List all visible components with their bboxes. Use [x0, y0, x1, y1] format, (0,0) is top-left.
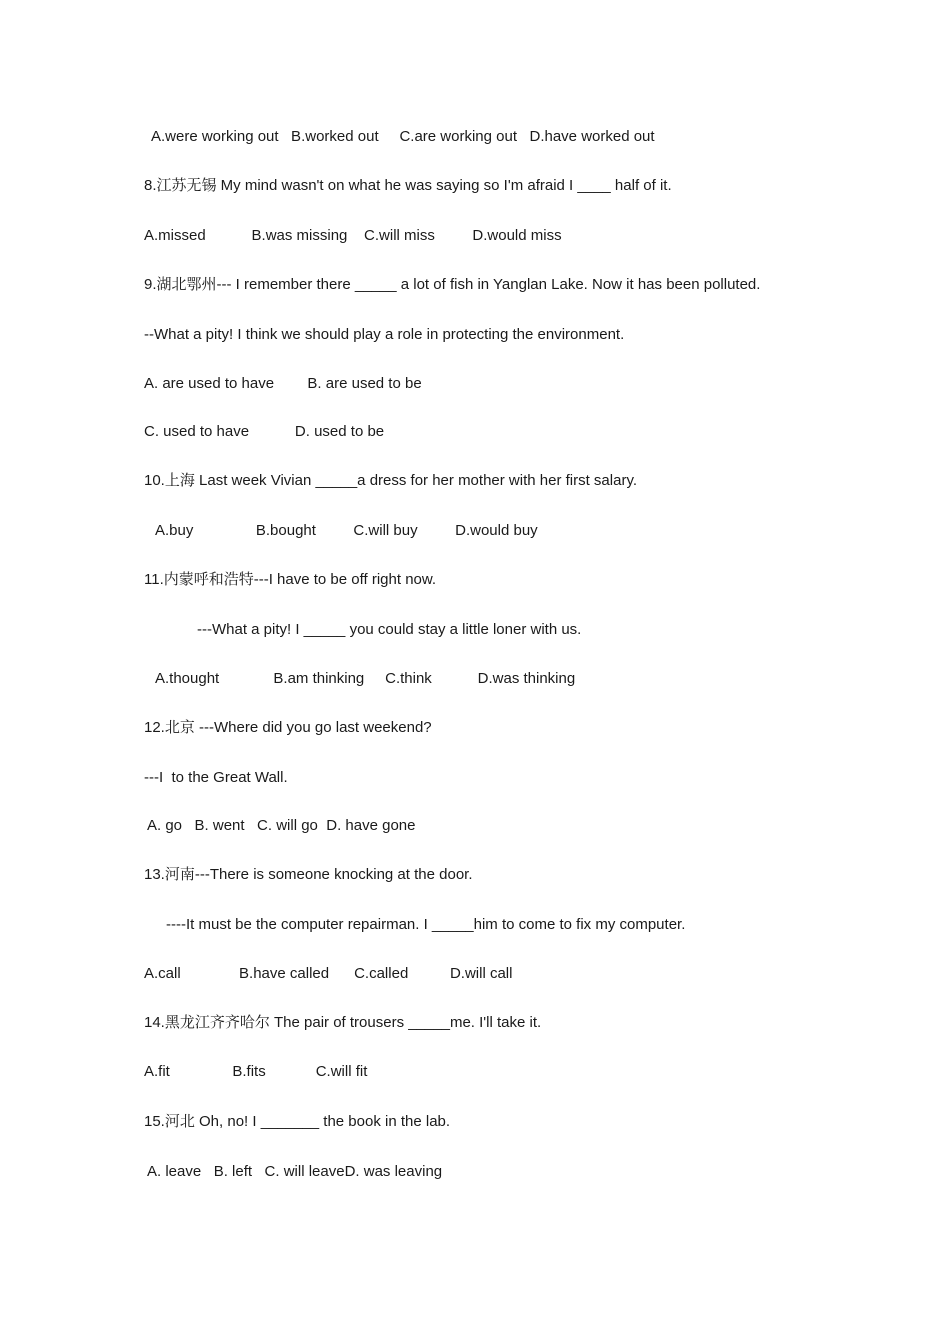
q9-response: --What a pity! I think we should play a role in protecting the environment.: [144, 326, 625, 343]
q9-question: 9.湖北鄂州--- I remember there _____ a lot of fish in Yanglan Lake. Now it has been polluted.: [144, 276, 761, 293]
q8-question: 8.江苏无锡 My mind wasn't on what he was saying so I'm afraid I ____ half of it.: [144, 177, 672, 194]
q9-options-cd: C. used to have D. used to be: [144, 423, 385, 440]
q11-question: 11.内蒙呼和浩特---I have to be off right now.: [144, 571, 437, 588]
q13-question: 13.河南---There is someone knocking at the door.: [144, 866, 473, 883]
q12-response: ---I to the Great Wall.: [144, 769, 288, 786]
q12-options: A. go B. went C. will go D. have gone: [147, 817, 416, 834]
q10-options: A.buy B.bought C.will buy D.would buy: [155, 522, 538, 539]
q14-question: 14.黑龙江齐齐哈尔 The pair of trousers _____me. I'll take it.: [144, 1014, 542, 1031]
q9-options-ab: A. are used to have B. are used to be: [144, 375, 422, 392]
q13-response: ----It must be the computer repairman. I _____him to come to fix my computer.: [166, 916, 686, 933]
q13-options: A.call B.have called C.called D.will call: [144, 965, 513, 982]
q11-response: ---What a pity! I _____ you could stay a little loner with us.: [197, 621, 582, 638]
q14-options: A.fit B.fits C.will fit: [144, 1063, 368, 1080]
q7-options: A.were working out B.worked out C.are working out D.have worked out: [151, 128, 655, 145]
q15-options: A. leave B. left C. will leaveD. was leaving: [147, 1163, 443, 1180]
q8-options: A.missed B.was missing C.will miss D.would miss: [144, 227, 562, 244]
q11-options: A.thought B.am thinking C.think D.was thinking: [155, 670, 576, 687]
q12-question: 12.北京 ---Where did you go last weekend?: [144, 719, 432, 736]
q15-question: 15.河北 Oh, no! I _______ the book in the lab.: [144, 1113, 451, 1130]
q10-question: 10.上海 Last week Vivian _____a dress for her mother with her first salary.: [144, 472, 638, 489]
